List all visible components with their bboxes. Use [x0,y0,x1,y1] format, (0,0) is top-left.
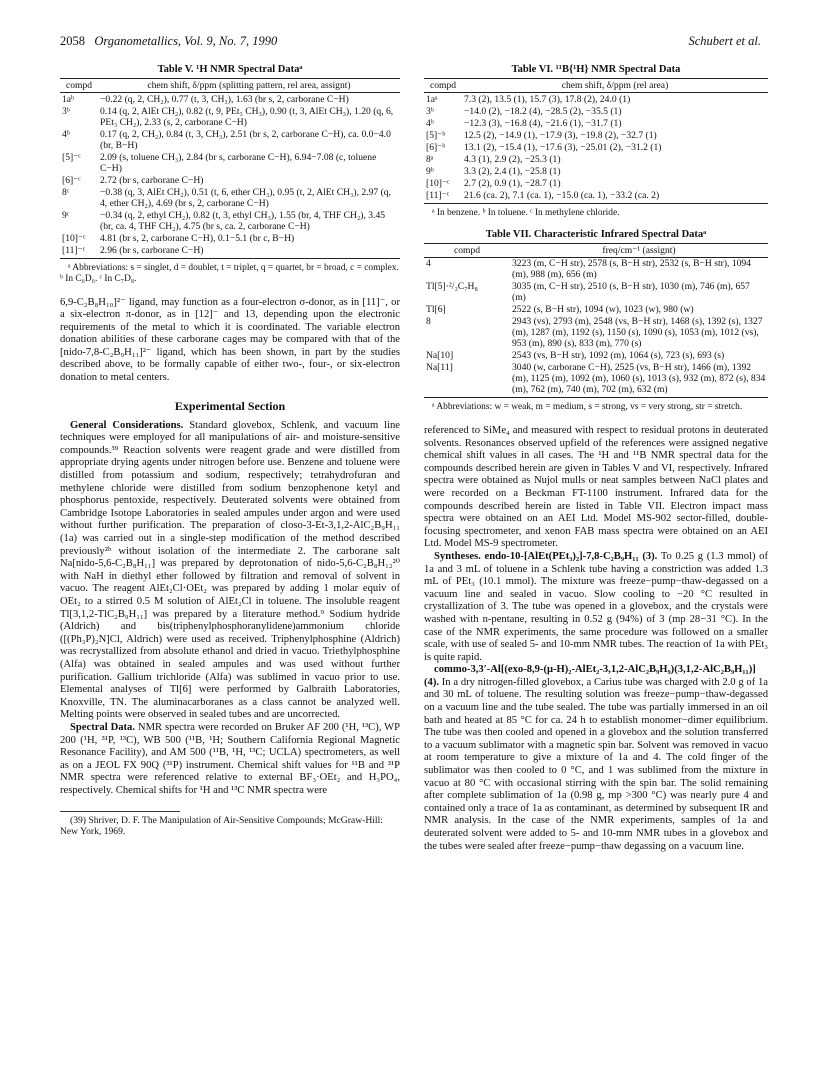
table5-col-shift: chem shift, δ/ppm (splitting pattern, rel area, assignt) [98,79,400,93]
table-row [60,93,400,106]
footnote-rule [60,811,180,812]
value-cell: 2.09 (s, toluene CH₃), 2.84 (br s, carborane C−H), 6.94−7.08 (c, toluene C−H) [100,151,377,174]
table-row [60,186,400,209]
reference-paragraph: referenced to SiMe₄ and measured with respect to residual protons in deuterated solvents. Resonances observed upfield of the references were assigned negative chemical shift values in all cases. The ¹H and ¹¹B NMR spectral data for the compounds described herein are given in Tables V and VI, respectively. Infrared spectra were obtained as Nujol mulls or neat samples between NaCl plates and were recorded on a Beckman FT-1100 instrument. Infrared data for the compounds described herein are listed in Table VII. Electron impact mass spectra were obtained on an AEI Ltd. Model MS-902 sector-filled, double-focusing spectrometer, and xenon FAB mass spectra were obtained on an AEI Ltd. Model MS-9 spectrometer. [424,425,768,550]
value-cell: 21.6 (ca. 2), 7.1 (ca. 1), −15.0 (ca. 1), −33.2 (ca. 2) [462,189,768,203]
value-cell: 2522 (s, B−H str), 1094 (w), 1023 (w), 980 (w) [512,304,694,315]
compound-cell: 3ᵇ [62,105,70,117]
compound-cell: 1aᵃ [426,93,438,105]
table5-footnote: ᵃ Abbreviations: s = singlet, d = doublet, t = triplet, q = quartet, br = broad, c = complex. ᵇ In C₆D₆. ᶜ In C₇D₈. [60,262,399,284]
synthesis-3-paragraph [424,551,768,664]
compound-cell: [11]⁻ᶜ [424,189,462,203]
compound-cell: 8 [426,316,431,327]
header-authors: Schubert et al. [688,34,761,48]
table-row [424,105,768,117]
spectral-paragraph [60,722,400,798]
value-cell: 4.81 (br s, 2, carborane C−H), 0.1−5.1 (br c, B−H) [100,232,295,244]
table5-body [60,93,400,259]
value-cell: 3035 (m, C−H str), 2510 (s, B−H str), 1030 (m), 746 (m), 657 (m) [512,281,750,303]
value-cell: −0.34 (q, 2, ethyl CH₂), 0.82 (t, 3, ethyl CH₃), 1.55 (br, 4, THF CH₂), 3.45 (br, ca. 4, THF CH₂), 4.75 (br s, ca. 2, carborane C−H) [100,209,386,232]
table7-col-compd: compd [424,243,510,257]
value-cell: 2.96 (br s, carborane C−H) [98,244,400,258]
value-cell: −0.38 (q, 3, AlEt CH₂), 0.51 (t, 6, ether CH₃), 0.95 (t, 2, AlEt CH₃), 2.97 (q, 4, ether CH₂), 4.69 (br s, 2, carborane C−H) [100,186,391,209]
table-row [424,316,768,350]
compound-cell: [11]⁻ᶜ [60,244,98,258]
journal-citation: Organometallics, Vol. 9, No. 7, 1990 [94,34,278,48]
value-cell: 13.1 (2), −15.4 (1), −17.6 (3), −25.01 (2), −31.2 (1) [464,141,662,153]
table5-title: Table V. ¹H NMR Spectral Dataᵃ [157,64,303,75]
left-body-text [60,297,400,385]
value-cell: 2.7 (2), 0.9 (1), −28.7 (1) [464,177,561,189]
table-row [60,174,400,186]
value-cell: −14.0 (2), −18.2 (4), −28.5 (2), −35.5 (1) [464,105,622,117]
table-row [424,165,768,177]
value-cell: 4.3 (1), 2.9 (2), −25.3 (1) [464,153,561,165]
synthesis-4-paragraph [424,664,768,853]
footnote-39: (39) Shriver, D. F. The Manipulation of Air-Sensitive Compounds; McGraw-Hill: New York, 1969. [60,815,383,838]
compound-cell: [6]⁻ᶜ [62,174,81,186]
section-title: Experimental Section [174,398,286,413]
value-cell: 2543 (vs, B−H str), 1092 (m), 1064 (s), 723 (s), 693 (s) [512,350,725,361]
table-row [424,281,768,304]
value-cell: 2.72 (br s, carborane C−H) [100,174,204,186]
table6-footnote: ᵃ In benzene. ᵇ In toluene. ᶜ In methylene chloride. [432,207,620,218]
table-row [424,189,768,203]
compound-cell: 4ᵇ [426,117,434,129]
compound-cell: 3ᵇ [426,105,434,117]
table-row [424,117,768,129]
table-row [60,151,400,174]
table7-col-freq: freq/cm⁻¹ (assignt) [510,243,768,257]
experimental-text [60,420,400,798]
table-row [424,153,768,165]
compound-cell: [10]⁻ᶜ [62,232,86,244]
value-cell: 3040 (w, carborane C−H), 2525 (vs, B−H str), 1466 (m), 1392 (m), 1125 (m), 1092 (m), 1060 (s), 1013 (s), 932 (m), 872 (s), 834 (m), 762 (m), 740 (m), 702 (m), 632 (m) [510,362,768,398]
table-row [60,105,400,128]
page-number: 2058 [60,34,85,48]
value-cell: 12.5 (2), −14.9 (1), −17.9 (3), −19.8 (2), −32.7 (1) [464,129,657,141]
right-column [424,62,768,853]
value-cell: 7.3 (2), 13.5 (1), 15.7 (3), 17.8 (2), 24.0 (1) [464,93,631,105]
discussion-paragraph: 6,9-C₂B₈H₁₀]²⁻ ligand, may function as a four-electron σ-donor, as in [11]⁻, or a six-electron π-donor, as in [12]⁻ and 13, depending upon the electronic requirements of the metal to which it is coordinated. The variable electron donation abilities of these carborane cages may be compared with that of the [nido-7,8-C₂B₉H₁₁]²⁻ ligand, which has been shown, in part by the studies described above, to be formally capable of either two-, four-, or six-electron donation to metal centers. [60,296,400,384]
compound-cell: Tl[6] [426,304,446,315]
compound-cell: [10]⁻ᶜ [426,177,450,189]
synthesis-3-text: To 0.25 g (1.3 mmol) of 1a and 3 mL of toluene in a Schlenk tube having a constriction was added 1.3 mL of PEt₃ (10.1 mmol). The mixture was freeze−pump−thaw-degassed on a vacuum line and sealed in vacuo. Slow cooling to −20 °C resulted in crystallization of 3. The tube was opened in a glovebox, and the crystals were washed with n-pentane, resulting in 0.52 g (94%) of 3 (mp 28−31 °C). In the case of the NMR experiments, the same procedure was followed on a smaller scale, with use of sealed 5- and 10-mm NMR tubes. The reaction of 1a with PEt₃ is quite rapid. [424,550,769,663]
value-cell: 3223 (m, C−H str), 2578 (s, B−H str), 2532 (s, B−H str), 1094 (m), 988 (m), 656 (m) [512,258,752,280]
table-row [424,257,768,281]
table5 [60,78,400,259]
compound-cell: 4 [426,258,431,269]
table-row [60,244,400,258]
table6-col-compd: compd [424,79,462,93]
table-row [60,232,400,244]
value-cell: 3.3 (2), 2.4 (1), −25.8 (1) [464,165,561,177]
compound-cell: Tl[5]·²/₃C₇H₈ [426,281,478,292]
general-heading: General Considerations. [70,419,184,431]
table-row [424,304,768,316]
value-cell: −12.3 (3), −16.8 (4), −21.6 (1), −31.7 (1) [464,117,622,129]
table6 [424,78,768,204]
compound-4-name: commo-3,3′-Al[(exo-8,9-(μ-H)₂-AlEt₂-3,1,2-AlC₂B₉H₉)(3,1,2-AlC₂B₉H₁₁)] (4). [424,664,756,688]
table-row [424,141,768,153]
table-row [424,177,768,189]
value-cell: 0.17 (q, 2, CH₂), 0.84 (t, 3, CH₃), 2.51 (br s, 2, carborane C−H), ca. 0.0−4.0 (br, B−H) [100,128,391,151]
table-row [424,129,768,141]
compound-cell: Na[10] [426,350,454,361]
compound-cell: [5]⁻ᶜ [62,151,81,163]
compound-cell: [6]⁻ᵇ [426,141,446,153]
table-row [424,362,768,398]
table7 [424,243,768,399]
spectral-text: NMR spectra were recorded on Bruker AF 200 (¹H, ¹³C), WP 200 (¹H, ³¹P, ¹³C), WB 500 (¹¹B, ¹H; Southern California Regional Magnetic Resonance Facility), and AM 500 (¹¹B, ¹H, ¹³C; UCLA) spectrometers, as well as on a JEOL FX 90Q (³¹P) instrument. Chemical shift values for ¹¹B and ³¹P NMR spectra were referenced relative to external BF₃·OEt₂ and H₃PO₄, respectively. Chemical shifts for ¹H and ¹³C NMR spectra were [60,721,400,796]
compound-cell: 8ᵃ [426,153,434,165]
compound-cell: 1aᵇ [62,93,75,105]
value-cell: 2943 (vs), 2793 (m), 2548 (vs, B−H str), 1468 (s), 1392 (s), 1327 (m), 1287 (m), 1192 (s), 1150 (s), 1090 (s), 1053 (m), 1012 (vs), 953 (m), 890 (s), 833 (m), 770 (s) [512,316,763,349]
table7-body [424,257,768,398]
general-text: Standard glovebox, Schlenk, and vacuum line techniques were employed for all manipulations of air- and moisture-sensitive compounds.³⁹ Reaction solvents were reagent grade and were distilled from appropriate drying agents under nitrogen before use. Benzene and toluene were distilled from potassium and sodium, respectively; tetrahydrofuran and methylene chloride were distilled from sodium benzophenone ketyl and phosphorus pentoxide, respectively. Deuterated solvents were obtained from Cambridge Isotope Laboratories in sealed ampules under argon and were used without further purification. The preparation of closo-3-Et-3,1,2-AlC₂B₉H₁₁ (1a) was carried out in a single-step modification of the method described previously²ᵇ without isolation of the intermediate 2. The carborane salt Na[nido-5,6-C₂B₈H₁₁] was prepared by deprotonation of nido-5,6-C₂B₈H₁₂²⁰ with NaH in diethyl ether followed by filtration and removal of solvent in vacuo. The reagent AlEt₂Cl·OEt₂ was prepared by adding 1 molar equiv of OEt₂ to a stirred 0.5 M solution of AlEt₂Cl in toluene. The insoluble reagent Tl[3,1,2-TlC₂B₉H₁₁] was prepared by a literature method.⁹ Sodium hydride (Aldrich) and bis(triphenylphosphoranylidene)ammonium chloride ([(Ph₃P)₂N]Cl, Aldrich) were used as received. Triphenylphosphine (Aldrich) was recrystallized from absolute ethanol and dried in vacuo. Triethylphosphine (Alfa) was obtained in sealed ampules and was used without further purification. Gallium trichloride (Alfa) was sublimed in vacuo prior to use. Elemental analyses of Tl[6] were performed by Galbraith Laboratories, Knoxville, TN. The aluminacarboranes as a class cannot be analyzed well. Melting points were observed in sealed tubes and are uncorrected. [60,419,400,721]
compound-cell: [5]⁻ᵇ [426,129,446,141]
compound-cell: 9ᵇ [426,165,434,177]
header-left [60,34,277,49]
compound-cell: 9ᶜ [62,209,70,221]
general-paragraph [60,420,400,722]
syntheses-heading: Syntheses. [434,550,481,562]
synthesis-4-text: In a dry nitrogen-filled glovebox, a Carius tube was charged with 2.0 g of 1a and 30 mL of toluene. The resulting solution was freeze−pump−thaw-degassed on a vacuum line and the tube sealed. The tube was partially immersed in an oil bath and heated at 85 °C for ca. 24 h to establish monomer−dimer equilibrium. The tube was then cooled and opened in a glovebox and the solution transferred to a vacuum sublimator with a magnetic spin bar. Solvent was removed in vacuo at room temperature to give a mixture of 1a and 4. The cold finger of the sublimator was then cooled to 0 °C, and 1 was sublimed from the mixture in vacuo at 80 °C with occasional stirring with the spin bar. The solid remaining after complete sublimation of 1a (0.98 g, mp >300 °C) was nearly pure 4 and contained only a trace of 1a as contaminant, as determined by subsequent IR and NMR analysis. In the case of the NMR experiments, samples of 1a and deuterated solvent were added to 5- and 10-mm NMR tubes in a glovebox and the tubes were sealed after freeze−pump−thaw degassing on a vacuum line. [424,676,768,852]
value-cell: −0.22 (q, 2, CH₂), 0.77 (t, 3, CH₃), 1.63 (br s, 2, carborane C−H) [100,93,349,105]
compound-3-name: endo-10-[AlEt(PEt₃)₂]-7,8-C₂B₉H₁₁ (3). [484,550,658,562]
table-row [424,93,768,106]
compound-cell: Na[11] [424,362,510,398]
page-header [60,34,761,52]
table-row [60,209,400,232]
value-cell: 0.14 (q, 2, AlEt CH₂), 0.82 (t, 9, PEt₃ CH₃), 0.90 (t, 3, AlEt CH₃), 1.20 (q, 6, PEt₃ CH₂), 2.33 (s, 2, carborane C−H) [100,105,394,128]
table5-col-compd: compd [60,79,98,93]
right-body-text [424,425,768,853]
table-row [60,128,400,151]
table6-col-shift: chem shift, δ/ppm (rel area) [462,79,768,93]
table6-title: Table VI. ¹¹B{¹H} NMR Spectral Data [511,64,681,75]
table-row [424,350,768,362]
table7-footnote: ᵃ Abbreviations: w = weak, m = medium, s = strong, vs = very strong, str = stretch. [432,402,743,412]
compound-cell: 4ᵇ [62,128,70,140]
table7-title: Table VII. Characteristic Infrared Spectral Dataᵃ [485,228,707,240]
compound-cell: 8ᶜ [62,186,70,198]
spectral-heading: Spectral Data. [70,721,135,733]
table6-body [424,93,768,204]
left-column [60,62,400,837]
